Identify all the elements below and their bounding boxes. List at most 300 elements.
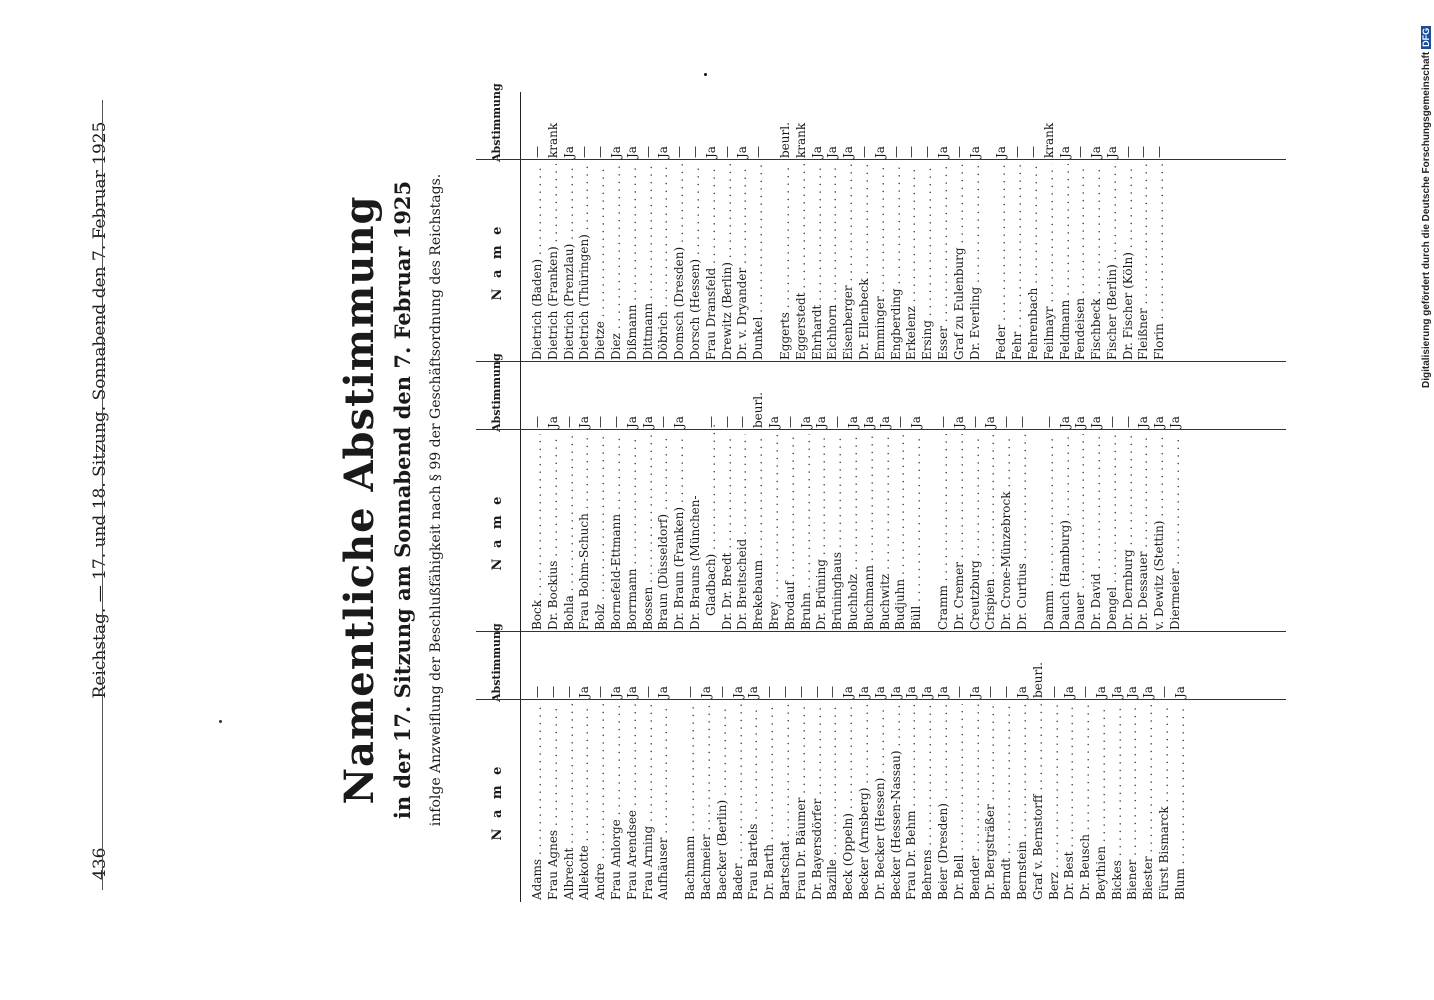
table-row: [952, 92, 968, 362]
table-row: [656, 92, 672, 362]
vote-value: Ja: [841, 146, 856, 158]
member-name: Dr. Bergsträßer . . .: [983, 704, 999, 900]
header-name: N a m e: [490, 493, 505, 571]
table-row: [778, 92, 794, 362]
table-column-3: [476, 83, 1286, 362]
table-row: [562, 632, 578, 902]
vote-value: —: [1120, 416, 1135, 428]
table-row: [936, 632, 952, 902]
member-name: Dr. Cremer . . .: [952, 434, 968, 630]
member-name: Biester . . .: [1141, 704, 1157, 900]
vote-value: Ja: [1104, 146, 1119, 158]
table-row: [1152, 362, 1168, 632]
table-row: [593, 632, 609, 902]
table-row: [562, 92, 578, 362]
table-row: [656, 632, 672, 902]
vote-value: —: [672, 146, 687, 158]
member-name: Frau Arning . . .: [641, 704, 657, 900]
vote-value: Ja: [904, 686, 919, 698]
table-row: [546, 92, 562, 362]
vote-value: —: [719, 146, 734, 158]
vote-value: Ja: [1152, 416, 1167, 428]
table-row: [1125, 632, 1141, 902]
vote-value: krank: [1041, 122, 1056, 158]
member-name: Andre . . .: [593, 704, 609, 900]
member-name: Fischbeck . . .: [1089, 164, 1105, 360]
member-name: Fürst Bismarck . . .: [1157, 704, 1173, 900]
vote-value: Ja: [1136, 416, 1151, 428]
table-row: [1031, 632, 1047, 902]
table-row: [577, 362, 593, 632]
vote-value: —: [1014, 416, 1029, 428]
table-row: [794, 632, 810, 902]
header-rule: [102, 100, 103, 890]
member-name: Dr. Fischer (Köln) . . .: [1121, 164, 1137, 360]
page-subtitle: in der 17. Sitzung am Sonnabend den 7. Februar 1925: [390, 180, 415, 820]
table-row: [641, 92, 657, 362]
member-name: Dr. Bell . . .: [952, 704, 968, 900]
member-name: Döbrich . . .: [656, 164, 672, 360]
vote-value: Ja: [909, 416, 924, 428]
member-name: Dr. Ellenbeck . . .: [857, 164, 873, 360]
member-name: Erkelenz . . .: [904, 164, 920, 360]
vote-value: —: [593, 686, 608, 698]
vote-value: —: [656, 416, 671, 428]
vote-value: Ja: [1057, 146, 1072, 158]
watermark-text: Digitalisierung gefördert durch die Deutsche Forschungsgemeinschaft: [1421, 51, 1432, 388]
vote-value: —: [561, 416, 576, 428]
member-name: Domsch (Dresden) . . .: [672, 164, 688, 360]
member-name: Dr. Barth . . .: [762, 704, 778, 900]
member-name: Dr. Best . . .: [1062, 704, 1078, 900]
member-name: Dr. Dr. Bredt . . .: [720, 434, 736, 630]
vote-value: Ja: [877, 416, 892, 428]
vote-value: Ja: [798, 416, 813, 428]
member-name: Dr. Breitscheid . . .: [735, 434, 751, 630]
member-name: Dietrich (Franken) . . .: [546, 164, 562, 360]
member-name: Frau Dransfeld . . .: [704, 164, 720, 360]
table-row: [1058, 92, 1074, 362]
member-name: Bickes . . .: [1110, 704, 1126, 900]
table-row: [1042, 362, 1058, 632]
table-row: [778, 632, 794, 902]
vote-value: Ja: [994, 146, 1009, 158]
table-row: [609, 362, 625, 632]
vote-value: —: [640, 686, 655, 698]
vote-value: —: [1157, 686, 1172, 698]
member-name: Fendeisen . . .: [1073, 164, 1089, 360]
member-name: Beier (Dresden) . . .: [936, 704, 952, 900]
vote-value: Ja: [861, 416, 876, 428]
member-name: Dr. Brauns (München-: [687, 495, 702, 630]
table-row: [746, 632, 762, 902]
vote-value: Ja: [1172, 686, 1187, 698]
table-row: [1026, 92, 1042, 362]
column-header: [476, 623, 521, 902]
vote-value: —: [530, 686, 544, 698]
table-row: [1110, 632, 1126, 902]
vote-value: Ja: [856, 686, 871, 698]
member-name: Dr. Braun (Franken) . . .: [672, 434, 688, 630]
vote-value: Ja: [672, 416, 687, 428]
table-row: [904, 632, 920, 902]
table-row: [920, 92, 936, 362]
row-spacer: [1031, 362, 1042, 632]
member-name: Graf zu Eulenburg . . .: [952, 164, 968, 360]
member-name: Blum . . .: [1173, 704, 1189, 900]
vote-value: Ja: [845, 416, 860, 428]
vote-value: Ja: [1093, 686, 1108, 698]
vote-value: —: [751, 146, 766, 158]
table-row: [546, 632, 562, 902]
member-name: Dauch (Hamburg) . . .: [1058, 434, 1074, 630]
member-name: Dr. Curtius . . .: [1015, 434, 1031, 630]
vote-value: —: [683, 686, 698, 698]
vote-value: beurl.: [1030, 662, 1045, 698]
vote-value: —: [1073, 146, 1088, 158]
member-name: Feilmayr . . .: [1042, 164, 1058, 360]
vote-value: Ja: [640, 416, 655, 428]
column-header: [476, 83, 521, 362]
vote-value: Ja: [766, 416, 781, 428]
vote-value: Ja: [624, 146, 639, 158]
table-row: [952, 632, 968, 902]
table-row: [920, 632, 936, 902]
table-row: [562, 362, 578, 632]
member-name: Biener . . .: [1125, 704, 1141, 900]
member-name: Berz . . .: [1047, 704, 1063, 900]
table-column-1: [476, 623, 1286, 902]
table-row: [1015, 362, 1031, 632]
vote-value: Ja: [872, 146, 887, 158]
table-row: [699, 632, 715, 902]
vote-value: —: [703, 416, 718, 428]
member-name: Adams . . .: [530, 704, 546, 900]
table-row: [825, 632, 841, 902]
vote-value: Ja: [1073, 416, 1088, 428]
vote-value: —: [920, 146, 935, 158]
vote-value: —: [719, 416, 734, 428]
member-name: Becker (Hessen-Nassau) . . .: [889, 704, 905, 900]
vote-value: —: [999, 416, 1014, 428]
table-row: [1173, 632, 1189, 902]
table-row: [672, 362, 688, 632]
vote-value: —: [530, 146, 544, 158]
table-row: [688, 92, 704, 362]
vote-value: —: [1046, 686, 1061, 698]
table-row: [841, 92, 857, 362]
table-row: [625, 362, 641, 632]
member-name: Becker (Arnsberg) . . .: [857, 704, 873, 900]
member-name: Bader . . .: [731, 704, 747, 900]
vote-value: —: [561, 686, 576, 698]
table-row: [688, 362, 704, 632]
table-row: [830, 362, 846, 632]
table-row: [878, 362, 894, 632]
table-row: [577, 632, 593, 902]
table-row: [1141, 632, 1157, 902]
table-row: [968, 92, 984, 362]
vote-value: Ja: [624, 686, 639, 698]
member-name: Bachmann . . .: [683, 704, 699, 900]
member-name: Bruhn . . .: [799, 434, 815, 630]
member-name: Bernstein . . .: [1015, 704, 1031, 900]
member-name: Frau Dr. Bäumer . . .: [794, 704, 810, 900]
member-name: Eisenberger . . .: [841, 164, 857, 360]
member-name: Frau Bohm-Schuch . . .: [577, 434, 593, 630]
table-row: [641, 632, 657, 902]
vote-value: —: [935, 416, 950, 428]
vote-value: Ja: [983, 416, 998, 428]
vote-value: Ja: [656, 146, 671, 158]
member-name: Fischer (Berlin) . . .: [1105, 164, 1121, 360]
member-name: Graf v. Bernstorff . . .: [1031, 704, 1047, 900]
running-title: Reichstag. — 17. und 18. Sitzung. Sonnabend den 7. Februar 1925: [90, 121, 110, 699]
vote-value: Ja: [608, 686, 623, 698]
vote-value: —: [530, 416, 544, 428]
vote-value: —: [1041, 416, 1056, 428]
table-row: [1078, 632, 1094, 902]
vote-value: Ja: [608, 146, 623, 158]
table-row: [1073, 92, 1089, 362]
table-row: [625, 632, 641, 902]
member-name: Ehrhardt . . .: [810, 164, 826, 360]
vote-value: Ja: [841, 686, 856, 698]
table-row: [1089, 92, 1105, 362]
vote-value: krank: [545, 122, 560, 158]
vote-value: Ja: [577, 416, 592, 428]
vote-value: Ja: [561, 146, 576, 158]
table-row: [794, 92, 810, 362]
table-row: [1121, 362, 1137, 632]
vote-value: Ja: [872, 686, 887, 698]
table-row: [936, 92, 952, 362]
table-row: [889, 92, 905, 362]
member-name: Dr. Becker (Hessen) . . .: [873, 704, 889, 900]
table-row: [767, 362, 783, 632]
member-name: Brey . . .: [767, 434, 783, 630]
vote-value: —: [825, 686, 840, 698]
speck: [704, 73, 707, 76]
table-row: [1058, 362, 1074, 632]
table-row: [530, 92, 546, 362]
table-row: [530, 632, 546, 902]
member-name: Fehrenbach . . .: [1026, 164, 1042, 360]
member-name: Diermeier . . .: [1168, 434, 1184, 630]
member-name: Fehr . . .: [1010, 164, 1026, 360]
vote-value: Ja: [1062, 686, 1077, 698]
table-row: [994, 92, 1010, 362]
vote-value: Ja: [577, 686, 592, 698]
vote-value: Ja: [735, 146, 750, 158]
member-name: Brekebaum . . .: [751, 434, 767, 630]
vote-value: —: [777, 686, 792, 698]
vote-value: —: [856, 146, 871, 158]
member-name: Dr. Bockius . . .: [546, 434, 562, 630]
vote-value: —: [1010, 146, 1025, 158]
vote-value: —: [593, 146, 608, 158]
member-name: Feldmann . . .: [1058, 164, 1074, 360]
member-name: Frau Agnes . . .: [546, 704, 562, 900]
member-name: Damm . . .: [1042, 434, 1058, 630]
table-row: [1105, 362, 1121, 632]
member-name: Brüninghaus . . .: [830, 434, 846, 630]
table-row: [762, 632, 778, 902]
table-row: [799, 362, 815, 632]
vote-value: —: [687, 146, 702, 158]
member-name: Bossen . . .: [641, 434, 657, 630]
header-vote: Abstimmung: [490, 353, 503, 432]
vote-value: —: [1104, 416, 1119, 428]
vote-value: Ja: [1089, 146, 1104, 158]
table-row: [735, 92, 751, 362]
vote-value: Ja: [814, 416, 829, 428]
member-name: Bohla . . .: [562, 434, 578, 630]
member-name: Dr. Brüning . . .: [814, 434, 830, 630]
member-name: Beck (Oppeln) . . .: [841, 704, 857, 900]
table-row: [904, 92, 920, 362]
vote-value: Ja: [698, 686, 713, 698]
page-number: 436: [90, 847, 110, 880]
vote-value: Ja: [888, 686, 903, 698]
table-row: [731, 632, 747, 902]
table-row: [825, 92, 841, 362]
header-vote: Abstimmung: [490, 83, 503, 162]
column-header: [476, 353, 521, 632]
table-row: [530, 362, 546, 632]
table-row: [1010, 92, 1026, 362]
member-name: Dengel . . .: [1105, 434, 1121, 630]
member-name: Dietrich (Prenzlau) . . .: [562, 164, 578, 360]
header-vote: Abstimmung: [490, 623, 503, 702]
table-row: [1168, 362, 1184, 632]
member-name: Buchmann . . .: [862, 434, 878, 630]
member-name: Dietrich (Baden) . . .: [530, 164, 546, 360]
dfg-logo: DFG: [1421, 27, 1431, 47]
vote-value: —: [782, 416, 797, 428]
member-name: Frau Bartels . . .: [746, 704, 762, 900]
member-name: Dr. Beusch . . .: [1078, 704, 1094, 900]
table-row: [625, 92, 641, 362]
member-name: Frau Anlorge . . .: [609, 704, 625, 900]
table-row: [1042, 92, 1058, 362]
vote-value: Ja: [1014, 686, 1029, 698]
member-name: Albrecht . . .: [562, 704, 578, 900]
member-name: Bender . . .: [968, 704, 984, 900]
member-name: Buchwitz . . .: [878, 434, 894, 630]
table-row: [968, 632, 984, 902]
row-spacer: [983, 92, 994, 362]
member-name: Frau Arendsee . . .: [625, 704, 641, 900]
table-row: [862, 362, 878, 632]
member-name: Gladbach) . . .: [704, 420, 720, 630]
vote-value: —: [1136, 146, 1151, 158]
member-name: Eggerstedt . . .: [794, 164, 810, 360]
table-row: [1136, 92, 1152, 362]
table-row: [609, 92, 625, 362]
vote-value: —: [983, 686, 998, 698]
vote-value: Ja: [1109, 686, 1124, 698]
row-list: [530, 362, 1184, 632]
member-name: Frau Dr. Behm . . .: [904, 704, 920, 900]
table-row: [656, 362, 672, 632]
member-name: Cramm . . .: [936, 434, 952, 630]
table-row: [983, 362, 999, 632]
row-list: [530, 92, 1168, 362]
member-name: Allekotte . . .: [577, 704, 593, 900]
member-name: Behrens . . .: [920, 704, 936, 900]
vote-value: Ja: [624, 416, 639, 428]
member-name: Buchholz . . .: [846, 434, 862, 630]
vote-value: —: [893, 416, 908, 428]
vote-value: Ja: [1057, 416, 1072, 428]
vote-value: Ja: [935, 686, 950, 698]
member-name: Dr. Everling . . .: [968, 164, 984, 360]
member-name: Eggerts . . .: [778, 164, 794, 360]
member-name: Dr. Dessauer . . .: [1136, 434, 1152, 630]
table-row: [983, 632, 999, 902]
member-name: Baecker (Berlin) . . .: [715, 704, 731, 900]
member-name: Emminger . . .: [873, 164, 889, 360]
table-row: [641, 362, 657, 632]
member-name: Büll . . .: [909, 434, 925, 630]
table-row: [968, 362, 984, 632]
table-row: [1157, 632, 1173, 902]
member-name: Ersing . . .: [920, 164, 936, 360]
row-spacer: [672, 632, 683, 902]
table-row: [909, 362, 925, 632]
vote-value: —: [951, 146, 966, 158]
table-row: [683, 632, 699, 902]
member-name: Dauer . . .: [1073, 434, 1089, 630]
vote-value: Ja: [825, 146, 840, 158]
member-name: Brodauf . . .: [783, 434, 799, 630]
member-name: Aufhäuser . . .: [656, 704, 672, 900]
member-name: Feder . . .: [994, 164, 1010, 360]
member-name: Dr. Bayersdörfer . . .: [810, 704, 826, 900]
header-name: N a m e: [490, 223, 505, 301]
vote-value: Ja: [545, 416, 560, 428]
member-name: Fleißner . . .: [1136, 164, 1152, 360]
vote-value: Ja: [967, 686, 982, 698]
table-row: [1136, 362, 1152, 632]
member-name: Bolz . . .: [593, 434, 609, 630]
table-row: [814, 362, 830, 632]
table-row: [593, 362, 609, 632]
table-row: [841, 632, 857, 902]
member-name: Borrmann . . .: [625, 434, 641, 630]
table-row: [546, 362, 562, 632]
member-name: Dittmann . . .: [641, 164, 657, 360]
table-row: [857, 632, 873, 902]
member-name: Florin . . .: [1152, 164, 1168, 360]
table-row: [1047, 632, 1063, 902]
member-name: Dr. v. Dryander . . .: [735, 164, 751, 360]
member-name: Budjuhn . . .: [893, 434, 909, 630]
vote-value: Ja: [1141, 686, 1156, 698]
member-name: Engberding . . .: [889, 164, 905, 360]
table-row: [873, 92, 889, 362]
vote-value: —: [640, 146, 655, 158]
table-row: [704, 92, 720, 362]
vote-value: Ja: [1125, 686, 1140, 698]
header-name: N a m e: [490, 763, 505, 841]
table-row: [857, 92, 873, 362]
vote-value: —: [577, 146, 592, 158]
table-row: [846, 362, 862, 632]
vote-value: krank: [793, 122, 808, 158]
table-row: [751, 92, 767, 362]
